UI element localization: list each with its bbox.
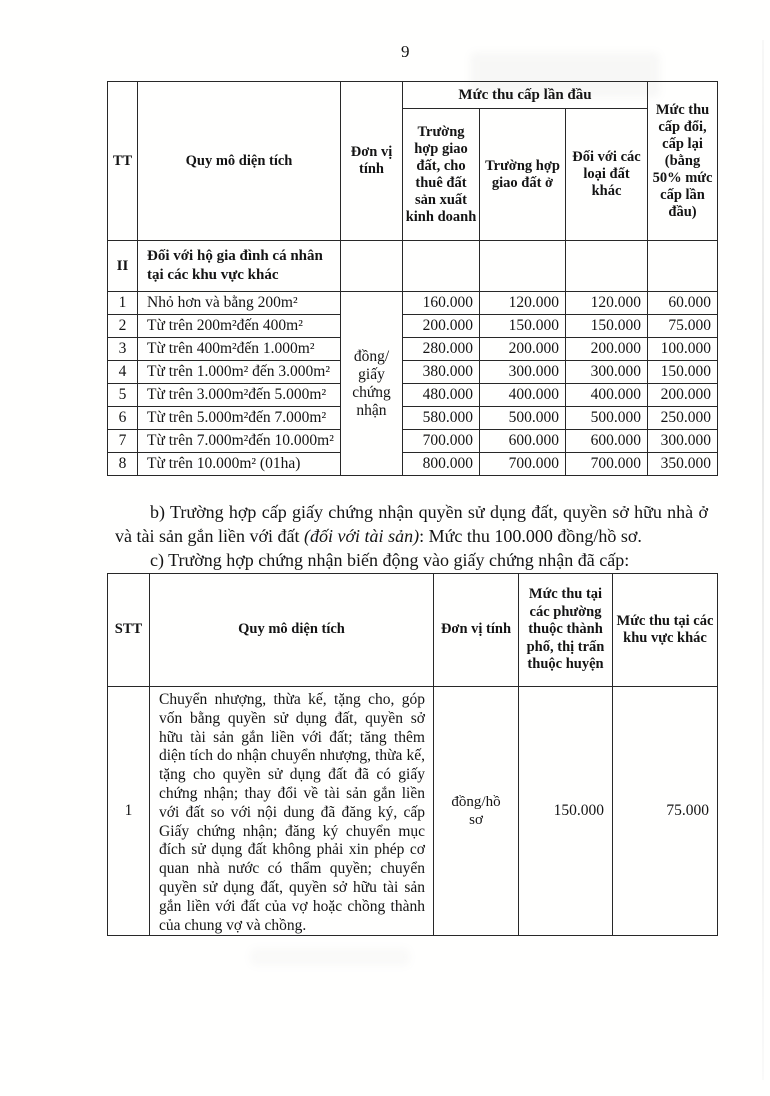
cell-area-range: Từ trên 10.000m² (01ha)	[138, 453, 341, 476]
table-row	[108, 430, 718, 453]
cell-fee-residential: 700.000	[480, 453, 566, 476]
cell-fee-allocation: 800.000	[403, 453, 480, 476]
cell-fee-other: 120.000	[566, 292, 648, 315]
cell-fee-city-wards: 150.000	[519, 687, 613, 936]
cell-area-range: Từ trên 7.000m²đến 10.000m²	[138, 430, 341, 453]
cell-index: 4	[108, 361, 138, 384]
cell-index: 8	[108, 453, 138, 476]
cell-fee-allocation: 160.000	[403, 292, 480, 315]
table-row	[108, 361, 718, 384]
cell-index: 1	[108, 687, 150, 936]
cell-index: 5	[108, 384, 138, 407]
cell-area-range: Từ trên 400m²đến 1.000m²	[138, 338, 341, 361]
header-fee-other-areas: Mức thu tại các khu vực khác	[613, 574, 718, 687]
table-row	[108, 453, 718, 476]
cell-area-range: Nhỏ hơn và bằng 200m²	[138, 292, 341, 315]
table-row	[108, 315, 718, 338]
table-row	[108, 407, 718, 430]
table-row	[108, 292, 718, 315]
header-area: Quy mô diện tích	[138, 82, 341, 241]
fee-table-first-issue	[107, 81, 718, 476]
cell-index: 6	[108, 407, 138, 430]
header-case-residential: Trường hợp giao đất ở	[480, 109, 566, 241]
cell-fee-other: 500.000	[566, 407, 648, 430]
header-group-first-issue: Mức thu cấp lần đầu	[403, 82, 648, 109]
scan-artifact	[250, 948, 410, 966]
table-row	[108, 384, 718, 407]
cell-description: Chuyển nhượng, thừa kế, tặng cho, góp vốn bằng quyền sử dụng đất, quyền sở hữu tài sản gắn liền với đất; tăng thêm diện tích do nhận chuyển nhượng, thừa kế, tặng cho quyền sử dụng đất đã có giấy chứng nhận; thay đổi về tài sản gắn liền với đất so với nội dung đã đăng ký, cấp Giấy chứng nhận; đăng ký chuyển mục đích sử dụng đất không phải xin phép cơ quan nhà nước có thẩm quyền; chuyển quyền sử dụng đất, quyền sở hữu tài sản gắn liền với đất của vợ hoặc chồng thành của chung vợ và chồng.	[150, 687, 434, 936]
cell-fee-residential: 300.000	[480, 361, 566, 384]
header-other-land-types: Đối với các loại đất khác	[566, 109, 648, 241]
section-label: Đối với hộ gia đình cá nhân tại các khu vực khác	[138, 241, 341, 292]
cell-empty	[403, 241, 480, 292]
cell-empty	[341, 241, 403, 292]
cell-index: 2	[108, 315, 138, 338]
section-row	[108, 241, 718, 292]
cell-fee-allocation: 200.000	[403, 315, 480, 338]
cell-fee-allocation: 700.000	[403, 430, 480, 453]
cell-fee-other-areas: 75.000	[613, 687, 718, 936]
cell-fee-residential: 400.000	[480, 384, 566, 407]
header-fee-city-wards: Mức thu tại các phường thuộc thành phố, thị trấn thuộc huyện	[519, 574, 613, 687]
paragraph-b-text: : Mức thu 100.000 đồng/hồ sơ.	[419, 526, 642, 546]
cell-fee-reissue: 75.000	[648, 315, 718, 338]
header-tt: TT	[108, 82, 138, 241]
cell-fee-allocation: 280.000	[403, 338, 480, 361]
cell-fee-reissue: 100.000	[648, 338, 718, 361]
cell-fee-residential: 200.000	[480, 338, 566, 361]
cell-unit: đồng/hồ sơ	[434, 687, 519, 936]
table-row	[108, 338, 718, 361]
cell-fee-other: 200.000	[566, 338, 648, 361]
cell-unit: đồng/ giấy chứng nhận	[341, 292, 403, 476]
table-header-row	[108, 574, 718, 687]
cell-fee-residential: 150.000	[480, 315, 566, 338]
cell-empty	[648, 241, 718, 292]
cell-fee-residential: 500.000	[480, 407, 566, 430]
fee-table-amendment	[107, 573, 718, 936]
header-unit: Đơn vị tính	[341, 82, 403, 241]
paragraph-b	[115, 500, 708, 548]
cell-index: 7	[108, 430, 138, 453]
cell-fee-other: 150.000	[566, 315, 648, 338]
header-area: Quy mô diện tích	[150, 574, 434, 687]
cell-fee-reissue: 150.000	[648, 361, 718, 384]
cell-empty	[566, 241, 648, 292]
cell-fee-other: 700.000	[566, 453, 648, 476]
header-unit: Đơn vị tính	[434, 574, 519, 687]
header-reissue-fee: Mức thu cấp đổi, cấp lại (bằng 50% mức cấp lần đầu)	[648, 82, 718, 241]
cell-fee-allocation: 380.000	[403, 361, 480, 384]
cell-fee-residential: 120.000	[480, 292, 566, 315]
cell-fee-other: 300.000	[566, 361, 648, 384]
cell-area-range: Từ trên 1.000m² đến 3.000m²	[138, 361, 341, 384]
paragraph-b-text: b) Trường hợp cấp giấy chứng nhận quyền sử dụng đất, quyền sở hữu nhà ở và tài sản gắn liền với đất	[115, 502, 708, 546]
body-text	[115, 500, 708, 572]
cell-fee-allocation: 480.000	[403, 384, 480, 407]
cell-empty	[480, 241, 566, 292]
cell-fee-residential: 600.000	[480, 430, 566, 453]
cell-fee-other: 600.000	[566, 430, 648, 453]
section-index: II	[108, 241, 138, 292]
cell-fee-other: 400.000	[566, 384, 648, 407]
page-number: 9	[401, 42, 410, 61]
header-case-allocation-lease: Trường hợp giao đất, cho thuê đất sản xuất kinh doanh	[403, 109, 480, 241]
cell-area-range: Từ trên 5.000m²đến 7.000m²	[138, 407, 341, 430]
cell-fee-reissue: 350.000	[648, 453, 718, 476]
cell-area-range: Từ trên 3.000m²đến 5.000m²	[138, 384, 341, 407]
table-header-row	[108, 82, 718, 109]
cell-fee-reissue: 60.000	[648, 292, 718, 315]
header-stt: STT	[108, 574, 150, 687]
paragraph-c: c) Trường hợp chứng nhận biến động vào giấy chứng nhận đã cấp:	[150, 550, 630, 570]
cell-fee-reissue: 200.000	[648, 384, 718, 407]
cell-area-range: Từ trên 200m²đến 400m²	[138, 315, 341, 338]
cell-fee-reissue: 250.000	[648, 407, 718, 430]
cell-fee-reissue: 300.000	[648, 430, 718, 453]
cell-index: 3	[108, 338, 138, 361]
scan-edge-artifact	[762, 40, 764, 1080]
table-row	[108, 687, 718, 936]
cell-index: 1	[108, 292, 138, 315]
paragraph-b-italic: (đối với tài sản)	[303, 526, 420, 546]
cell-fee-allocation: 580.000	[403, 407, 480, 430]
